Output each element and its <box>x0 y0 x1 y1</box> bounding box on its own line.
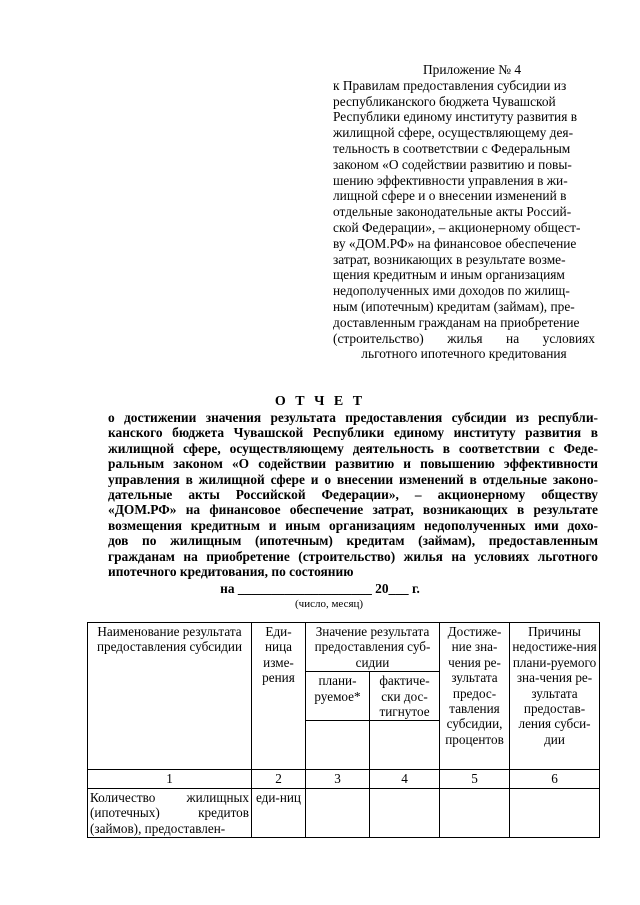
subtitle-line: ральным законом «О содействии развитию и повышению эффективности <box>108 456 598 472</box>
report-title: О Т Ч Е Т <box>274 394 366 409</box>
column-number: 1 <box>88 770 252 788</box>
appendix-line: ской Федерации», – акционерному общест- <box>333 219 581 235</box>
column-number: 5 <box>440 770 510 788</box>
appendix-line: льготного ипотечного кредитования <box>361 346 567 362</box>
subtitle-line: дательные акты Российской Федерации», – акционерному обществу <box>108 487 598 503</box>
report-table <box>87 622 600 838</box>
report-date-hint: (число, месяц) <box>295 598 364 610</box>
subtitle-line: гражданам на приобретение (строительство) жилья на условиях льготного <box>108 548 598 564</box>
header-actual-blank <box>370 721 440 770</box>
table-row <box>88 788 600 837</box>
column-number: 4 <box>370 770 440 788</box>
header-result-name: Наименование результата предоставления субсидии <box>88 623 252 770</box>
subtitle-line: дов по жилищным (ипотечным) кредитам (займам), предоставленным <box>108 533 598 549</box>
row-actual <box>370 788 440 837</box>
appendix-line: тельность в соответствии с Федеральным <box>333 140 571 156</box>
appendix-line: отдельные законодательные акты Россий- <box>333 204 572 220</box>
header-reasons: Причины недостиже-ния плани-руемого зна-чения ре-зультата предостав-ления субси-дии <box>510 623 600 770</box>
appendix-line: республиканского бюджета Чувашской <box>333 93 556 109</box>
appendix-line: лищной сфере и о внесении изменений в <box>333 188 567 204</box>
appendix-line: ву «ДОМ.РФ» на финансовое обеспечение <box>333 235 577 251</box>
table-header-row <box>88 623 600 672</box>
header-actual: фактиче-ски дос-тигнутое <box>370 672 440 721</box>
header-planned-blank <box>306 721 370 770</box>
header-planned: плани-руемое* <box>306 672 370 721</box>
subtitle-line: канского бюджета Чувашской Республики единому институту развития в <box>108 425 598 441</box>
report-date-line: на ____________________ 20___ г. <box>220 581 420 596</box>
table-number-row <box>88 770 600 788</box>
appendix-line: законом «О содействии развитию и повы- <box>333 156 572 172</box>
subtitle-line: ипотечного кредитования, по состоянию <box>108 564 354 580</box>
header-achievement: Достиже-ние зна-чения ре-зультата предос-тавления субсидии, процентов <box>440 623 510 770</box>
appendix-line: шению эффективности управления в жи- <box>333 172 568 188</box>
appendix-block <box>333 62 595 362</box>
appendix-number: Приложение № 4 <box>423 62 522 77</box>
row-unit: еди-ниц <box>252 788 306 837</box>
column-number: 3 <box>306 770 370 788</box>
appendix-line: доставленным гражданам на приобретение <box>333 314 580 330</box>
header-value: Значение результата предоставления суб-сидии <box>306 623 440 672</box>
subtitle-line: о достижении значения результата предоставления субсидии из республи- <box>108 410 598 425</box>
appendix-line: к Правилам предоставления субсидии из <box>333 77 567 93</box>
subtitle-line: возмещения кредитным и иным организациям недополученных ими дохо- <box>108 517 598 533</box>
subtitle-line: жилищной сфере, осуществляющему деятельность в соответствии с Феде- <box>108 440 598 456</box>
appendix-line: (строительство) жилья на условиях <box>333 330 595 346</box>
appendix-line: затрат, возникающих в результате возме- <box>333 251 566 267</box>
row-reason <box>510 788 600 837</box>
subtitle-line: «ДОМ.РФ» на финансовое обеспечение затрат, возникающих в результате <box>108 502 598 518</box>
column-number: 6 <box>510 770 600 788</box>
appendix-line: щения кредитным и иным организациям <box>333 267 565 283</box>
report-subtitle <box>108 410 598 579</box>
row-result-name: Количество жилищных (ипотечных) кредитов (займов), предоставлен- <box>88 788 252 837</box>
subtitle-line: управления в жилищной сфере и о внесении изменений в отдельные законо- <box>108 471 598 487</box>
appendix-line: ным (ипотечным) кредитам (займам), пре- <box>333 298 575 314</box>
appendix-text <box>333 78 595 362</box>
appendix-line: Республики единому институту развития в <box>333 109 578 125</box>
row-percent <box>440 788 510 837</box>
appendix-line: жилищной сфере, осуществляющему дея- <box>333 125 574 141</box>
appendix-line: недополученных ими доходов по жилищ- <box>333 283 570 299</box>
header-unit: Еди-ница изме-рения <box>252 623 306 770</box>
column-number: 2 <box>252 770 306 788</box>
row-planned <box>306 788 370 837</box>
